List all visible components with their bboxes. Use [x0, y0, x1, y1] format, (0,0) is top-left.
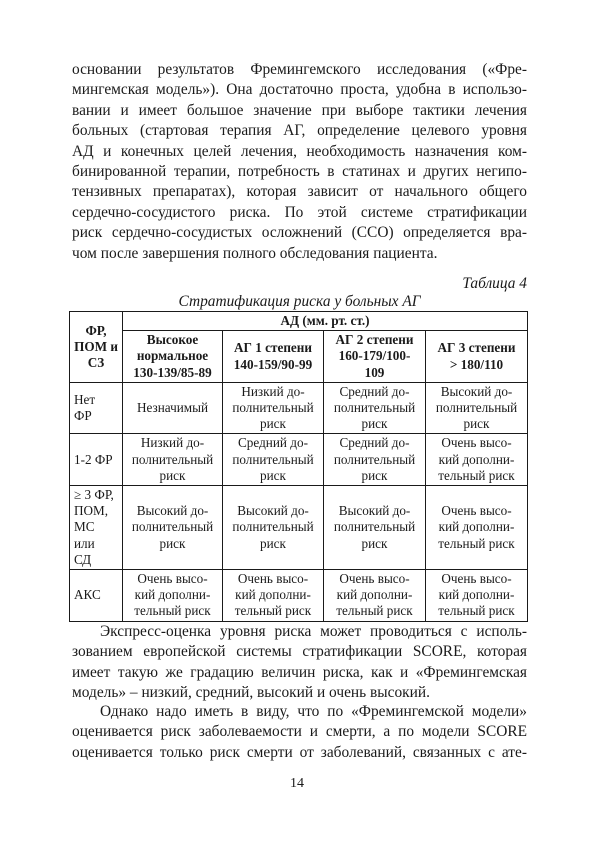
bp-group-header: АД (мм. рт. ст.) [123, 312, 528, 331]
row-label: АКС [70, 570, 123, 622]
column-header: Высокое нормальное 130-139/85-89 [123, 331, 223, 383]
table-cell: Средний до- полнительный риск [324, 434, 426, 486]
paragraph-comparison [72, 702, 527, 763]
table-cell: Очень высо- кий дополни- тельный риск [426, 486, 528, 570]
table-cell: Незначимый [123, 382, 223, 434]
table-cell: Высокий до- полнительный риск [223, 486, 324, 570]
table-cell: Очень высо- кий дополни- тельный риск [223, 570, 324, 622]
table-header-row [70, 312, 528, 331]
table-subheader-row [70, 331, 528, 383]
column-header: АГ 2 степени 160-179/100- 109 [324, 331, 426, 383]
row-label: ≥ 3 ФР, ПОМ, МС или СД [70, 486, 123, 570]
text-line: основании результатов Фремингемского исследования («Фре- [72, 61, 527, 78]
table-row [70, 434, 528, 486]
table-cell: Очень высо- кий дополни- тельный риск [426, 570, 528, 622]
row-header-label: ФР, ПОМ и СЗ [70, 312, 123, 383]
table-cell: Низкий до- полнительный риск [223, 382, 324, 434]
column-header: АГ 3 степени > 180/110 [426, 331, 528, 383]
text-line: тензивных препаратах), которая зависит от начального общего [72, 183, 527, 201]
table-cell: Низкий до- полнительный риск [123, 434, 223, 486]
row-label: 1-2 ФР [70, 434, 123, 486]
text-line: Экспресс-оценка уровня риска может проводиться с исполь- [100, 623, 527, 640]
page-number: 14 [290, 776, 304, 791]
text-line: оценивается риск заболеваемости и смерти, а по модели SCORE [72, 723, 527, 741]
text-line: вании и имеет большое значение при выборе тактики лечения [72, 101, 527, 119]
table-cell: Очень высо- кий дополни- тельный риск [324, 570, 426, 622]
text-line: больных (стартовая терапия АГ, определение целевого уровня [72, 122, 527, 140]
text-line: мингемская модель»). Она достаточно проста, удобна в использо- [72, 81, 527, 99]
text-line: риск сердечно-сосудистых осложнений (ССО) определяется вра- [72, 224, 527, 242]
risk-stratification-table [69, 311, 528, 622]
text-line: имеет такую же градацию величин риска, как и «Фремингемская [72, 663, 527, 681]
table-row [70, 486, 528, 570]
table-row [70, 570, 528, 622]
text-line: модель» – низкий, средний, высокий и очень высокий. [72, 684, 430, 702]
text-line: чом после завершения полного обследования пациента. [72, 244, 438, 262]
table-caption: Таблица 4 [462, 275, 527, 292]
column-header: АГ 1 степени 140-159/90-99 [223, 331, 324, 383]
text-line: сердечно-сосудистого риска. По этой системе стратификации [72, 203, 527, 221]
table-cell: Средний до- полнительный риск [324, 382, 426, 434]
table-title: Стратификация риска у больных АГ [178, 293, 421, 310]
table-cell: Очень высо- кий дополни- тельный риск [426, 434, 528, 486]
paragraph-score [72, 622, 527, 704]
table-cell: Средний до- полнительный риск [223, 434, 324, 486]
paragraph-framingham [72, 60, 527, 264]
text-line: оценивается только риск смерти от заболеваний, связанных с ате- [72, 743, 527, 761]
table-cell: Высокий до- полнительный риск [123, 486, 223, 570]
table-cell: Высокий до- полнительный риск [426, 382, 528, 434]
table-row [70, 382, 528, 434]
text-line: бинированной терапии, потребность в статинах и других негипо- [72, 163, 527, 181]
table-cell: Очень высо- кий дополни- тельный риск [123, 570, 223, 622]
text-line: АД и конечных целей лечения, необходимость назначения ком- [72, 142, 527, 160]
text-line: зованием европейской системы стратификации SCORE, которая [72, 643, 527, 661]
table-cell: Высокий до- полнительный риск [324, 486, 426, 570]
text-line: Однако надо иметь в виду, что по «Фремингемской модели» [100, 703, 527, 720]
row-label: Нет ФР [70, 382, 123, 434]
